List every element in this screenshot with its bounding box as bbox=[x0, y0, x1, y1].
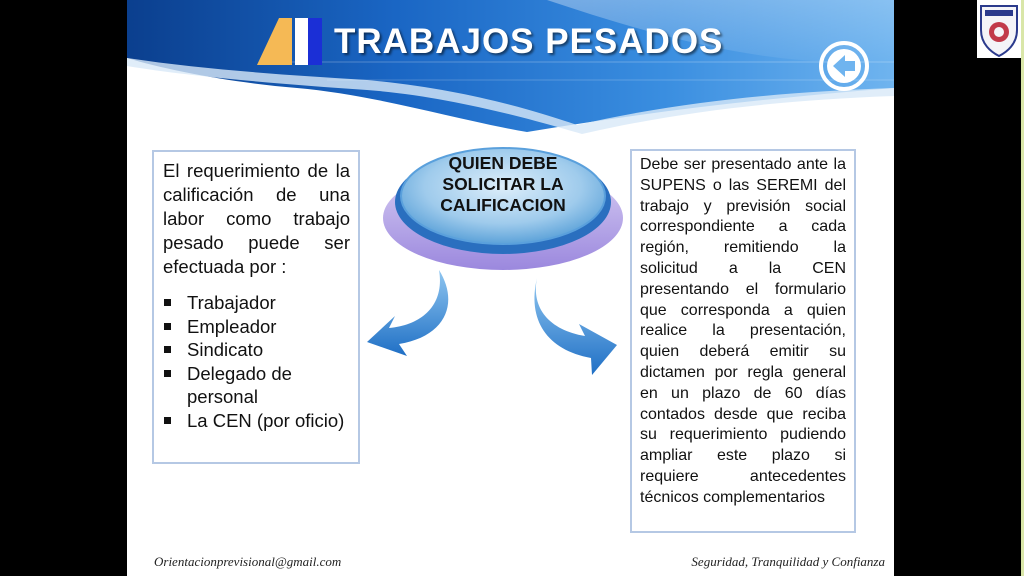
header-banner bbox=[127, 0, 894, 140]
intro-line: efectuada por : bbox=[163, 256, 287, 277]
list-item: Trabajador bbox=[163, 291, 350, 315]
list-item: La CEN (por oficio) bbox=[163, 409, 350, 433]
slide bbox=[127, 0, 894, 576]
procedure-box bbox=[630, 149, 856, 533]
back-button[interactable] bbox=[818, 40, 870, 92]
footer-slogan: Seguridad, Tranquilidad y Confianza bbox=[691, 554, 885, 569]
intro-line: El requerimiento de la bbox=[163, 160, 350, 181]
arrow-left-circle-icon bbox=[818, 40, 870, 92]
center-label: QUIEN DEBE SOLICITAR LA CALIFICACION bbox=[440, 153, 566, 215]
footer-email: Orientacionprevisional@gmail.com bbox=[154, 554, 342, 569]
eligible-requesters-box bbox=[152, 150, 360, 464]
intro-line: labor como trabajo bbox=[163, 208, 350, 229]
curved-arrow-left bbox=[367, 270, 448, 356]
list-item: Empleador bbox=[163, 315, 350, 339]
shield-logo-icon bbox=[977, 0, 1021, 58]
intro-line: pesado puede ser bbox=[163, 232, 350, 253]
list-item: Delegado de personal bbox=[163, 362, 350, 409]
procedure-text: Debe ser presentado ante la SUPENS o las SEREMI del trabajo y previsión social correspondiente a cada región, remitiendo la solicitud a la CEN presentando el formulario que corresponda a quien realice la presentación, quien deberá emitir su dictamen por regla general en un plazo de 60 días contados desde que reciba su requerimiento pudiendo ampliar este plazo si requiere antecedentes técnicos complementarios bbox=[640, 156, 846, 506]
requester-list bbox=[163, 291, 350, 432]
page-title: TRABAJOS PESADOS bbox=[334, 22, 724, 61]
institution-logo bbox=[977, 0, 1021, 58]
curved-arrow-right bbox=[534, 278, 617, 375]
list-item: Sindicato bbox=[163, 338, 350, 362]
intro-line: calificación de una bbox=[163, 184, 350, 205]
